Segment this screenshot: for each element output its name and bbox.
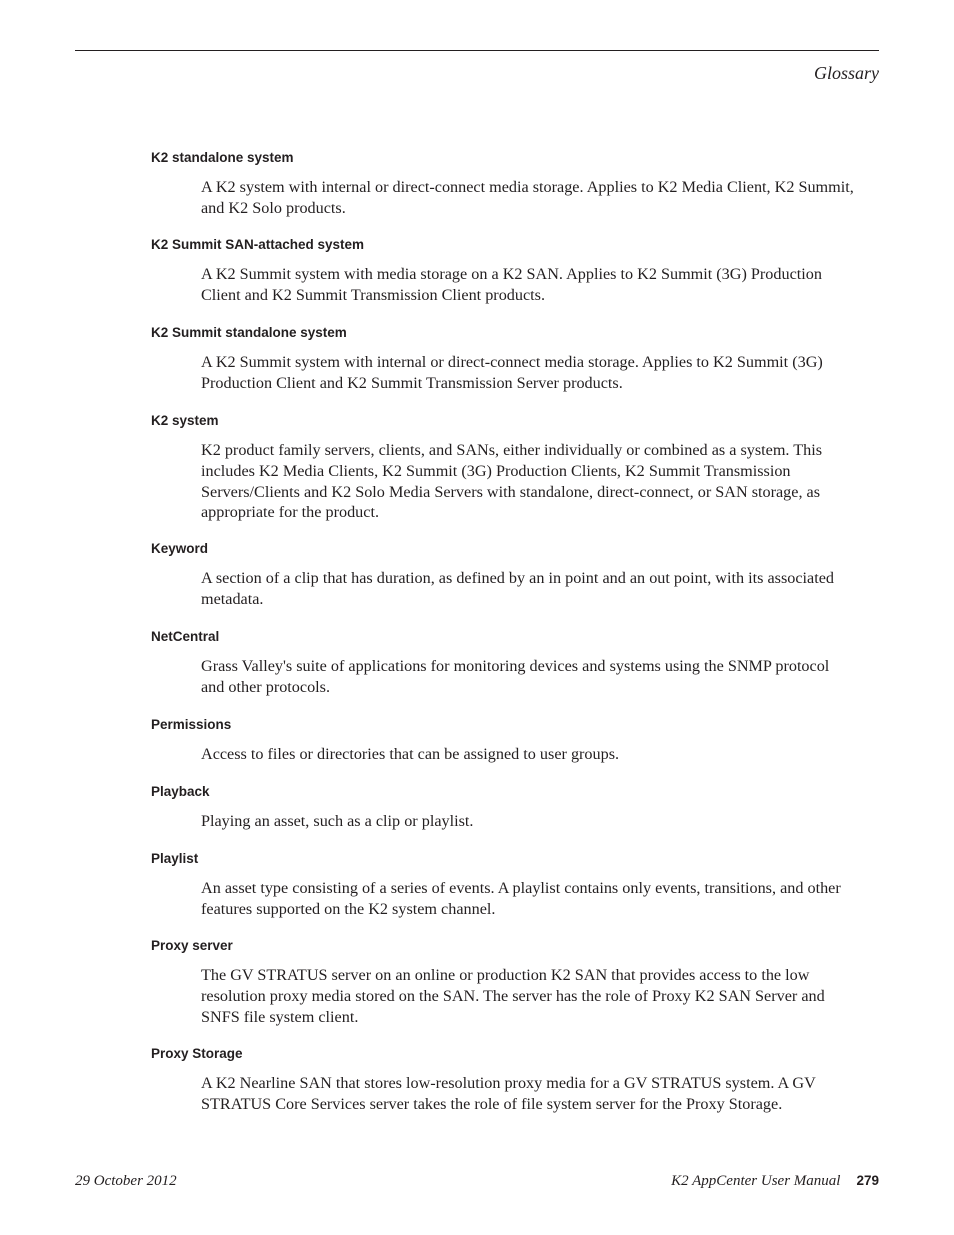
glossary-definition <box>201 878 885 920</box>
definition-line: A section of a clip that has duration, as defined by an in point and an out point, with its associated <box>201 569 834 587</box>
definition-line: Playing an asset, such as a clip or playlist. <box>201 812 474 830</box>
definition-line: metadata. <box>201 589 264 608</box>
glossary-term: Keyword <box>151 541 209 556</box>
definition-line: appropriate for the product. <box>201 503 379 522</box>
definition-line: resolution proxy media stored on the SAN. The server has the role of Proxy K2 SAN Server and <box>201 986 825 1005</box>
glossary-term: Permissions <box>151 717 232 732</box>
definition-line: SNFS file system client. <box>201 1007 359 1026</box>
glossary-definition <box>201 264 885 306</box>
glossary-term: NetCentral <box>151 629 220 644</box>
definition-line: A K2 system with internal or direct-connect media storage. Applies to K2 Media Client, K2 Summit, <box>201 178 854 196</box>
glossary-definition <box>201 440 885 523</box>
definition-line: Client and K2 Summit Transmission Client products. <box>201 285 546 304</box>
header-rule <box>75 50 879 51</box>
definition-line: The GV STRATUS server on an online or production K2 SAN that provides access to the low <box>201 966 810 984</box>
definition-line: Access to files or directories that can be assigned to user groups. <box>201 745 620 763</box>
definition-line: Production Client and K2 Summit Transmission Server products. <box>201 373 623 392</box>
definition-line: Grass Valley's suite of applications for monitoring devices and systems using the SNMP protocol <box>201 657 830 675</box>
definition-line: STRATUS Core Services server takes the role of file system server for the Proxy Storage. <box>201 1094 783 1113</box>
definition-line: features supported on the K2 system channel. <box>201 899 496 918</box>
glossary-definition <box>201 656 885 698</box>
definition-line: K2 product family servers, clients, and SANs, either individually or combined as a system. This <box>201 441 823 459</box>
footer-right <box>671 1171 879 1191</box>
glossary-definition <box>201 744 885 765</box>
definition-line: A K2 Summit system with internal or direct-connect media storage. Applies to K2 Summit (3G) <box>201 353 823 371</box>
definition-line: and K2 Solo products. <box>201 198 346 217</box>
glossary-definition <box>201 177 885 219</box>
glossary-definition <box>201 965 885 1027</box>
glossary-definition <box>201 811 885 832</box>
glossary-term: K2 Summit SAN-attached system <box>151 237 365 252</box>
footer-manual-title: K2 AppCenter User Manual <box>671 1173 841 1189</box>
glossary-definition <box>201 568 885 610</box>
glossary-term: Playback <box>151 784 210 799</box>
glossary-term: K2 Summit standalone system <box>151 325 347 340</box>
glossary-term: Playlist <box>151 851 199 866</box>
glossary-definition <box>201 1073 885 1115</box>
definition-line: An asset type consisting of a series of events. A playlist contains only events, transitions, and other <box>201 879 841 897</box>
glossary-term: K2 standalone system <box>151 150 294 165</box>
footer-date: 29 October 2012 <box>75 1173 177 1189</box>
glossary-term: Proxy server <box>151 938 233 953</box>
glossary-term: Proxy Storage <box>151 1046 243 1061</box>
definition-line: A K2 Summit system with media storage on a K2 SAN. Applies to K2 Summit (3G) Production <box>201 265 822 283</box>
definition-line: A K2 Nearline SAN that stores low-resolution proxy media for a GV STRATUS system. A GV <box>201 1074 816 1092</box>
page-number: 279 <box>856 1173 879 1188</box>
glossary-term: K2 system <box>151 413 219 428</box>
definition-line: includes K2 Media Clients, K2 Summit (3G) Production Clients, K2 Summit Transmission <box>201 461 791 480</box>
glossary-definition <box>201 352 885 394</box>
section-title: Glossary <box>813 63 879 83</box>
definition-line: and other protocols. <box>201 677 331 696</box>
definition-line: Servers/Clients and K2 Solo Media Servers with standalone, direct-connect, or SAN storage, as <box>201 482 821 501</box>
